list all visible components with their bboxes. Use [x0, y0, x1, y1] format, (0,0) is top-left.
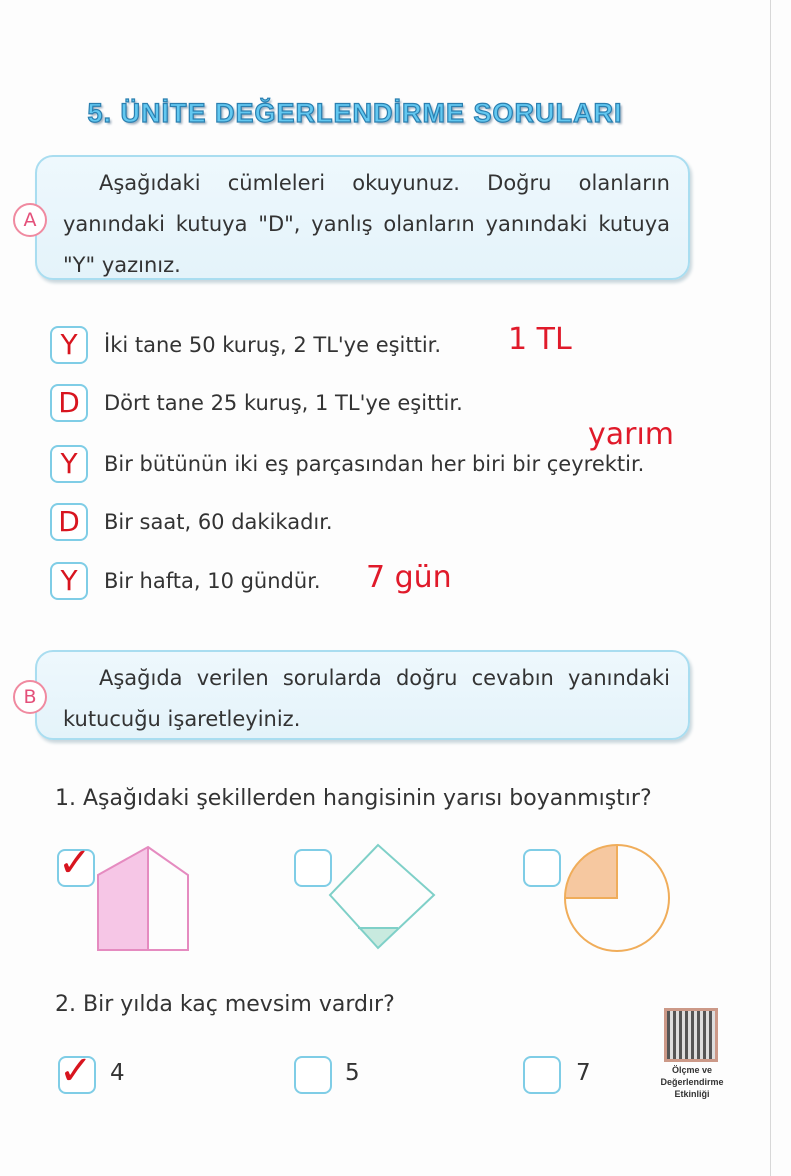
qr-code-icon[interactable]: [664, 1008, 718, 1062]
statement-text: İki tane 50 kuruş, 2 TL'ye eşittir.: [104, 333, 442, 357]
answer-box[interactable]: Y: [50, 326, 88, 364]
handwritten-correction: yarım: [588, 417, 675, 452]
option-label: 5: [345, 1060, 360, 1086]
statement-row: [50, 503, 333, 541]
statement-text: Bir saat, 60 dakikadır.: [104, 510, 333, 534]
diamond-shape-shaded: [328, 843, 438, 953]
question-1: 1. Aşağıdaki şekillerden hangisinin yarısı boyanmıştır?: [55, 786, 652, 811]
option-label: 7: [576, 1060, 591, 1086]
option-checkbox[interactable]: [294, 1056, 332, 1094]
section-b-instruction: Aşağıda verilen sorularda doğru cevabın yanındaki kutucuğu işaretleyiniz.: [63, 666, 670, 731]
answer-box[interactable]: Y: [50, 445, 88, 483]
section-b-badge: B: [13, 680, 47, 714]
option-checkbox[interactable]: [523, 1056, 561, 1094]
statement-row: [50, 384, 463, 422]
page-edge: [770, 0, 771, 1176]
house-shape-half-shaded: [95, 845, 195, 955]
statement-text: Dört tane 25 kuruş, 1 TL'ye eşittir.: [104, 391, 463, 415]
statement-text: Bir hafta, 10 gündür.: [104, 569, 321, 593]
question-2: 2. Bir yılda kaç mevsim vardır?: [55, 992, 395, 1017]
statement-row: [50, 562, 321, 600]
option-checkbox[interactable]: [523, 849, 561, 887]
section-a-badge: A: [13, 203, 47, 237]
handwritten-correction: 7 gün: [366, 560, 452, 595]
statement-row: [50, 326, 441, 364]
section-a-instruction-box: [35, 155, 690, 280]
page-title: 5. ÜNİTE DEĞERLENDİRME SORULARI: [87, 98, 623, 128]
check-mark-icon: ✓: [59, 1048, 93, 1094]
answer-box[interactable]: Y: [50, 562, 88, 600]
section-a-instruction: Aşağıdaki cümleleri okuyunuz. Doğru olanların yanındaki kutuya "D", yanlış olanların yanındaki kutuya "Y" yazınız.: [63, 171, 670, 277]
option-label: 4: [110, 1060, 125, 1086]
statement-row: [50, 445, 644, 483]
handwritten-correction: 1 TL: [508, 322, 572, 357]
section-b-instruction-box: [35, 650, 690, 740]
answer-box[interactable]: D: [50, 503, 88, 541]
option-checkbox[interactable]: [294, 849, 332, 887]
statement-text: Bir bütünün iki eş parçasından her biri bir çeyrektir.: [104, 452, 645, 476]
circle-shape-quarter-shaded: [562, 843, 672, 955]
check-mark-icon: ✓: [58, 840, 92, 886]
qr-caption: Ölçme ve Değerlendirme Etkinliği: [660, 1065, 724, 1099]
answer-box[interactable]: D: [50, 384, 88, 422]
